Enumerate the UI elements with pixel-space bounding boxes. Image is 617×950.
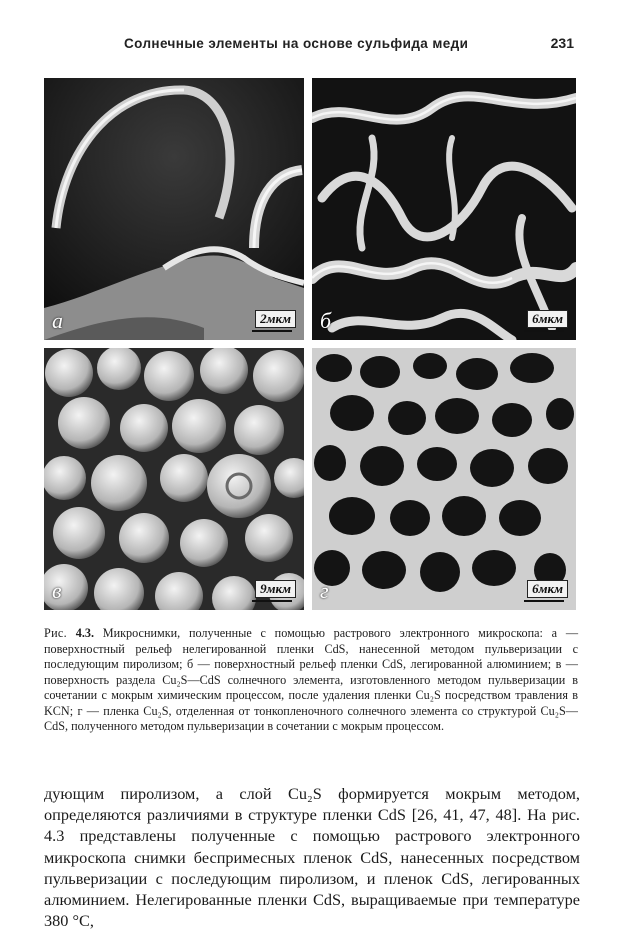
micrograph-panel-d <box>312 348 576 610</box>
scale-bar-b <box>524 330 564 332</box>
micrograph-c-image <box>44 348 304 610</box>
panel-letter-a: а <box>52 308 63 333</box>
scale-bar-a <box>252 330 292 332</box>
scale-bar-c <box>252 600 292 602</box>
page-number: 231 <box>550 35 574 51</box>
figure-4-3 <box>44 78 576 610</box>
caption-text: Микроснимки, полученные с помощью растрового электронного микроскопа: а — поверхностный рельеф нелегированной пленки CdS, нанесенной методом пульверизации с последующим пиролизом; б — поверхностный рельеф пленки CdS, легированной алюминием; в — поверхность раздела Cu₂S—CdS солнечного элемента, изготовленного методом пульверизации в сочетании с мокрым химическим процессом, после удаления пленки Cu₂S посредством травления в KCN; г — пленка Cu₂S, отделенная от тонкопленочного солнечного элемента со структурой Cu₂S—CdS, полученного методом пульверизации в сочетании с мокрым процессом. <box>44 626 579 733</box>
panel-letter-d: г <box>320 578 329 603</box>
panel-letter-c: в <box>52 578 62 603</box>
scale-label-b: 6мкм <box>527 310 568 328</box>
scale-bar-d <box>524 600 564 602</box>
scale-label-a: 2мкм <box>255 310 296 328</box>
micrograph-a-image <box>44 78 304 340</box>
figure-caption <box>44 626 578 735</box>
scale-label-d: 6мкм <box>527 580 568 598</box>
micrograph-panel-c <box>44 348 304 610</box>
body-paragraph: дующим пиролизом, а слой Cu₂S формируется мокрым методом, определяются различиями в структуре пленки CdS [26, 41, 47, 48]. На рис. 4.3 представлены полученные с помощью растрового электронного микроскопа снимки беспримесных пленок CdS, нанесенных посредством пульверизации с последующим пиролизом, и пленок CdS, легированных алюминием. Нелегированные пленки CdS, выращиваемые при температуре 380 °C, <box>44 784 580 931</box>
scale-label-c: 9мкм <box>255 580 296 598</box>
micrograph-panel-a <box>44 78 304 340</box>
micrograph-b-image <box>312 78 576 340</box>
micrograph-d-image <box>312 348 576 610</box>
micrograph-panel-b <box>312 78 576 340</box>
running-title: Солнечные элементы на основе сульфида меди <box>124 36 469 51</box>
panel-letter-b: б <box>320 308 332 333</box>
running-header <box>44 36 576 58</box>
caption-label: Рис. <box>44 626 67 640</box>
caption-number: 4.3. <box>75 626 95 640</box>
